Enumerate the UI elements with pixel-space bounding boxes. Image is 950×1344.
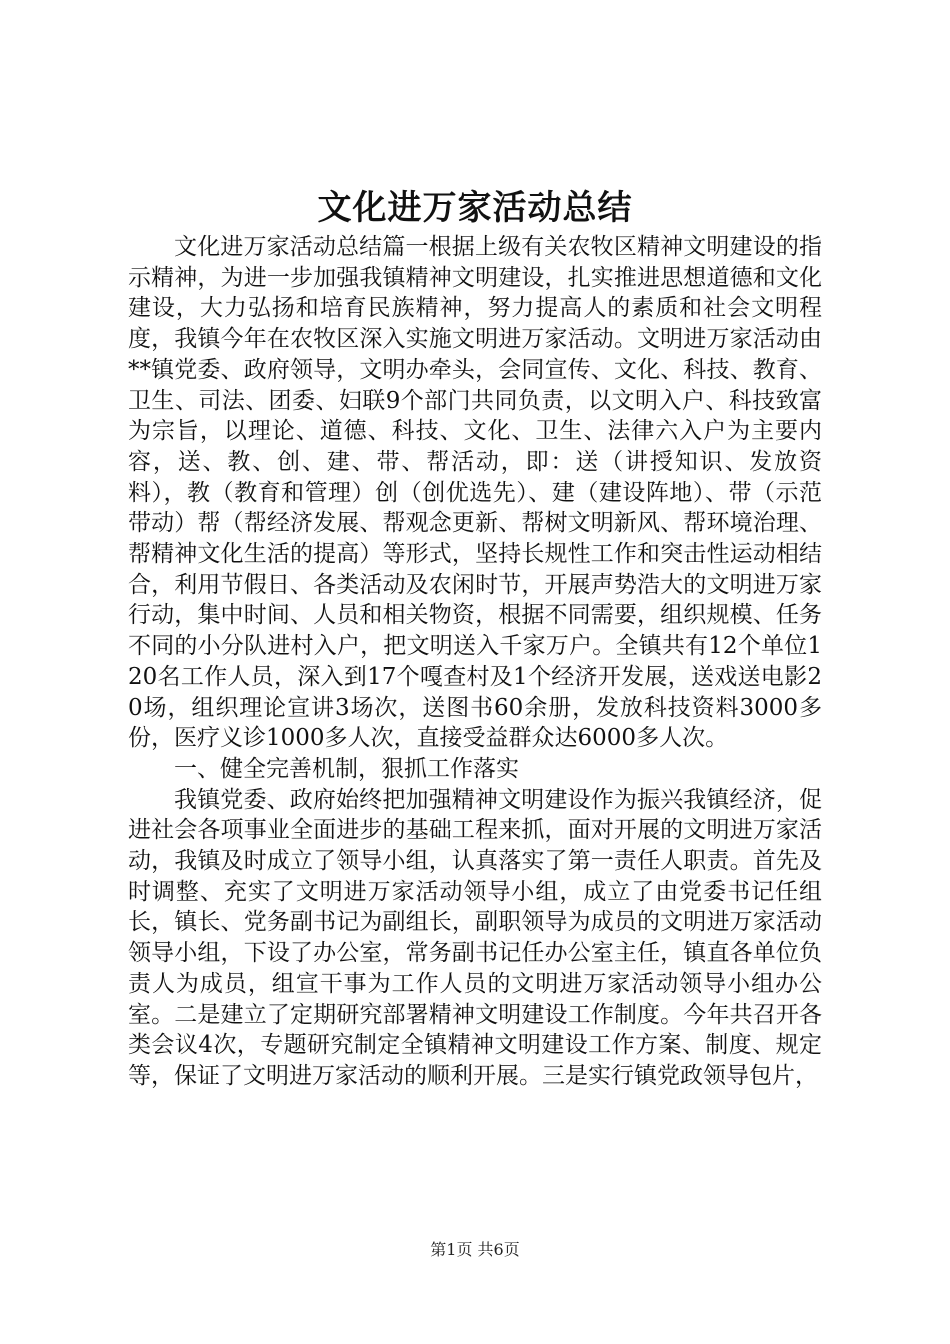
document-body [128, 232, 822, 1092]
document-title: 文化进万家活动总结 [317, 188, 633, 228]
body-paragraph-intro: 文化进万家活动总结篇一根据上级有关农牧区精神文明建设的指示精神，为进一步加强我镇精神文明建设，扎实推进思想道德和文化建设，大力弘扬和培育民族精神，努力提高人的素质和社会文明程度，我镇今年在农牧区深入实施文明进万家活动。文明进万家活动由**镇党委、政府领导，文明办牵头，会同宣传、文化、科技、教育、卫生、司法、团委、妇联9个部门共同负责，以文明入户、科技致富为宗旨，以理论、道德、科技、文化、卫生、法律六入户为主要内容，送、教、创、建、带、帮活动，即：送（讲授知识、发放资料），教（教育和管理）创（创优选先）、建（建设阵地）、带（示范带动）帮（帮经济发展、帮观念更新、帮树文明新风、帮环境治理、帮精神文化生活的提高）等形式，坚持长规性工作和突击性运动相结合，利用节假日、各类活动及农闲时节，开展声势浩大的文明进万家行动，集中时间、人员和相关物资，根据不同需要，组织规模、任务不同的小分队进村入户，把文明送入千家万户。全镇共有12个单位120名工作人员，深入到17个嘎查村及1个经济开发展，送戏送电影20场，组织理论宣讲3场次，送图书60余册，发放科技资料3000多份，医疗义诊1000多人次，直接受益群众达6000多人次。 [128, 234, 822, 752]
body-paragraph-section-1: 我镇党委、政府始终把加强精神文明建设作为振兴我镇经济，促进社会各项事业全面进步的基础工程来抓，面对开展的文明进万家活动，我镇及时成立了领导小组，认真落实了第一责任人职责。首先及时调整、充实了文明进万家活动领导小组，成立了由党委书记任组长，镇长、党务副书记为副组长，副职领导为成员的文明进万家活动领导小组，下设了办公室，常务副书记任办公室主任，镇直各单位负责人为成员，组宣干事为工作人员的文明进万家活动领导小组办公室。二是建立了定期研究部署精神文明建设工作制度。今年共召开各类会议4次，专题研究制定全镇精神文明建设工作方案、制度、规定等，保证了文明进万家活动的顺利开展。三是实行镇党政领导包片， [128, 786, 822, 1089]
page-number-footer: 第1页 共6页 [430, 1240, 520, 1259]
section-heading-1: 一、健全完善机制，狠抓工作落实 [174, 755, 519, 782]
